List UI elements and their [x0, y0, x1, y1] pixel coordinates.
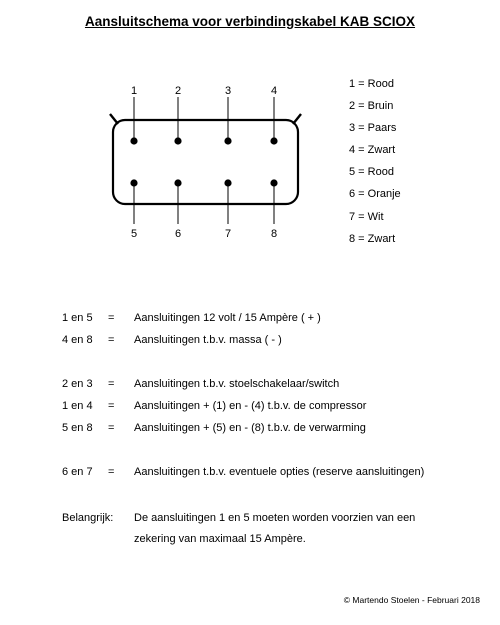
connection-pins: 6 en 7: [62, 466, 93, 478]
top-pin-row: [130, 85, 277, 145]
pin-6-dot: [174, 179, 181, 186]
connection-description: Aansluitingen t.b.v. eventuele opties (reserve aansluitingen): [134, 466, 425, 478]
connection-pins: 2 en 3: [62, 378, 93, 390]
pin-4-label: 4: [270, 85, 278, 97]
pin-3-dot: [224, 137, 231, 144]
legend-item: 5 = Rood: [349, 166, 394, 179]
legend-item: 7 = Wit: [349, 210, 384, 223]
bottom-pin-row: [130, 179, 277, 240]
connection-equals: =: [108, 466, 115, 478]
connector-housing: [113, 120, 298, 204]
pin-5-label: 5: [130, 228, 138, 240]
connector-diagram: [0, 0, 500, 300]
connection-equals: =: [108, 400, 115, 412]
connection-row: [62, 400, 366, 412]
connection-pins: 1 en 4: [62, 400, 93, 412]
note-label: Belangrijk:: [62, 512, 114, 524]
pin-5-dot: [130, 179, 137, 186]
legend-item: 4 = Zwart: [349, 144, 396, 157]
connection-equals: =: [108, 312, 115, 324]
connection-description: Aansluitingen + (1) en - (4) t.b.v. de compressor: [134, 400, 367, 412]
legend-item: 3 = Paars: [349, 122, 397, 135]
legend-item: 8 = Zwart: [349, 232, 396, 245]
connection-row: [62, 466, 424, 478]
pin-4-dot: [270, 137, 277, 144]
connection-row: [62, 312, 321, 324]
legend-item: 6 = Oranje: [349, 188, 401, 201]
note-line-1: De aansluitingen 1 en 5 moeten worden voorzien van een: [134, 512, 416, 524]
connection-row: [62, 334, 282, 346]
connection-pins: 5 en 8: [62, 422, 93, 434]
note-line-2: zekering van maximaal 15 Ampère.: [134, 533, 306, 545]
connection-row: [62, 422, 366, 434]
connection-row: [62, 378, 339, 390]
connection-pins: 1 en 5: [62, 312, 93, 324]
connection-description: Aansluitingen + (5) en - (8) t.b.v. de verwarming: [134, 422, 366, 434]
connection-description: Aansluitingen t.b.v. massa ( - ): [134, 334, 282, 346]
pin-1-label: 1: [130, 85, 138, 97]
connector-tab-right: [293, 114, 301, 124]
legend-item: 2 = Bruin: [349, 100, 394, 113]
connection-equals: =: [108, 422, 115, 434]
pin-3-label: 3: [224, 85, 232, 97]
wire-color-legend: [349, 77, 401, 254]
pin-8-label: 8: [270, 228, 278, 240]
connection-pins: 4 en 8: [62, 334, 93, 346]
connector-tab-left: [110, 114, 118, 124]
pin-2-label: 2: [174, 85, 182, 97]
connection-description: Aansluitingen 12 volt / 15 Ampère ( + ): [134, 312, 321, 324]
connection-equals: =: [108, 334, 115, 346]
legend-item: 1 = Rood: [349, 78, 394, 90]
page-title: Aansluitschema voor verbindingskabel KAB SCIOX: [84, 14, 416, 29]
connection-equals: =: [108, 378, 115, 390]
connection-description: Aansluitingen t.b.v. stoelschakelaar/switch: [134, 378, 340, 390]
pin-7-label: 7: [224, 228, 232, 240]
pin-1-dot: [130, 137, 137, 144]
copyright-footer: © Martendo Stoelen - Februari 2018: [343, 595, 480, 605]
pin-2-dot: [174, 137, 181, 144]
pin-6-label: 6: [174, 228, 182, 240]
pin-8-dot: [270, 179, 277, 186]
pin-7-dot: [224, 179, 231, 186]
